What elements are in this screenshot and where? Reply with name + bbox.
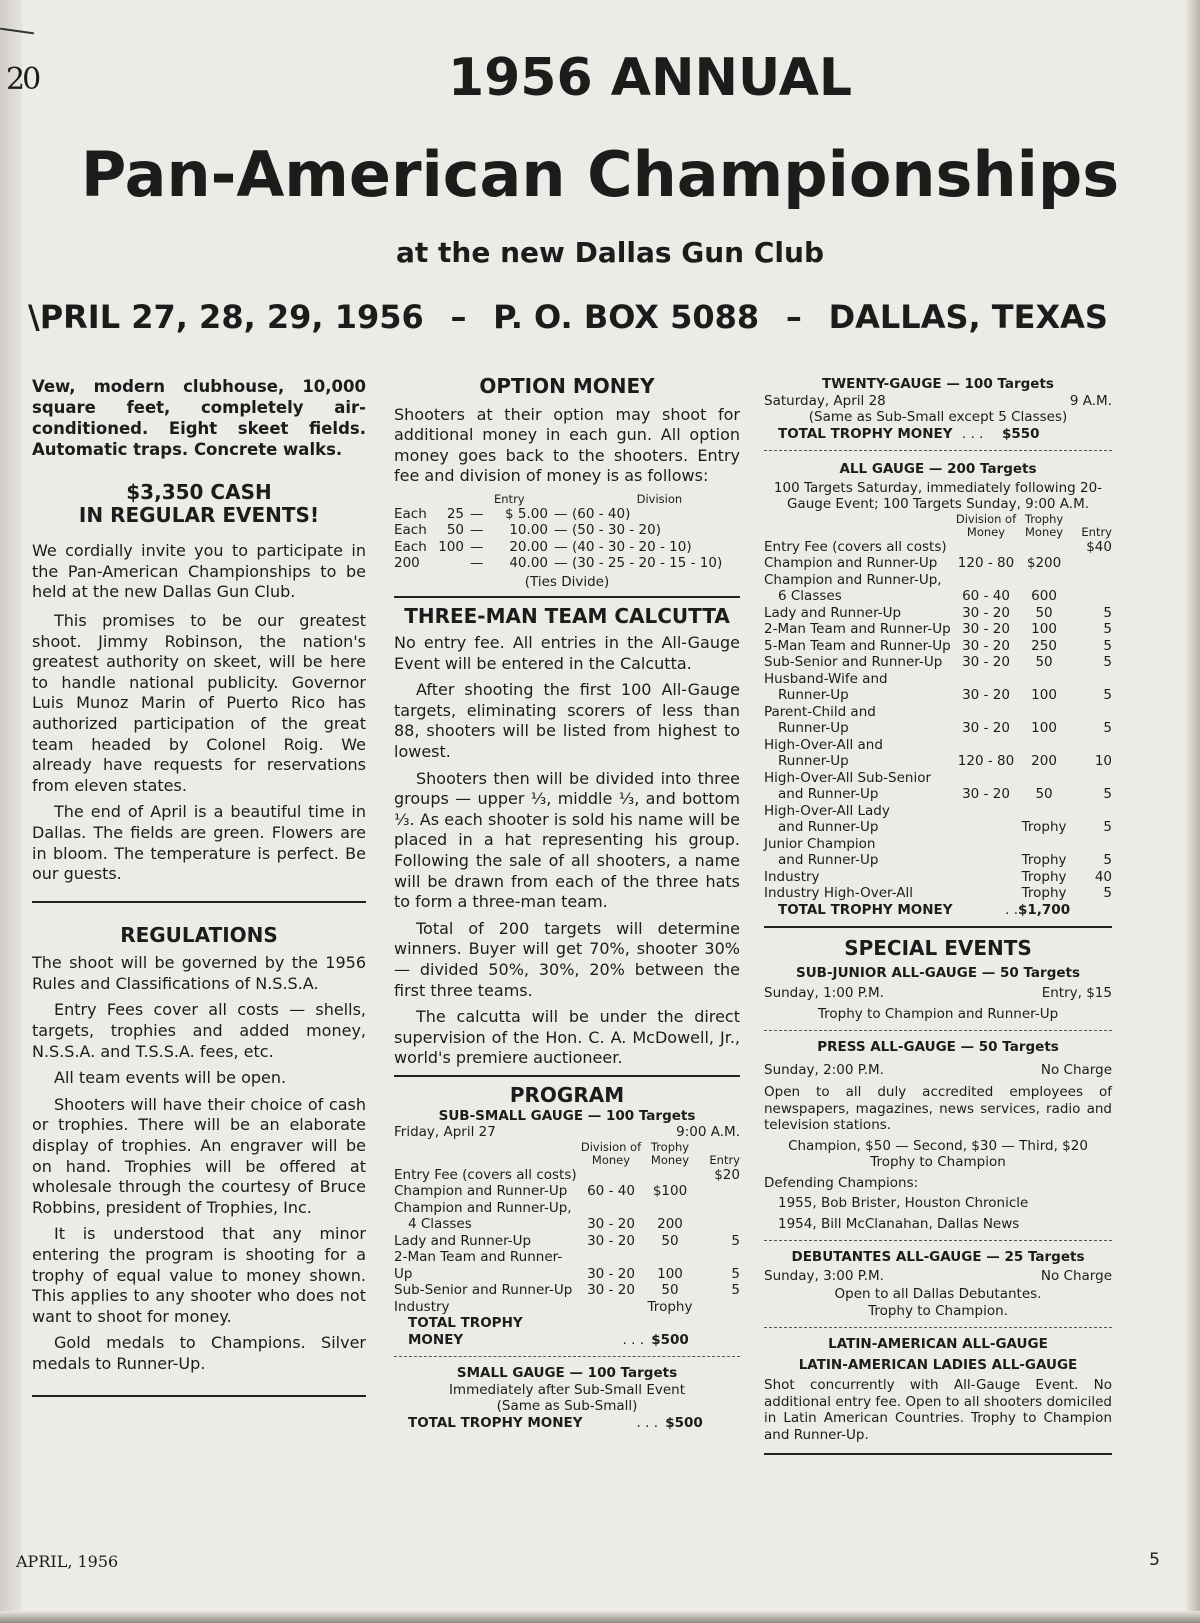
all-gauge-trophy: 200: [1031, 753, 1057, 769]
option-cell: 200: [394, 555, 420, 572]
subsmall-day: Friday, April 27: [394, 1124, 496, 1141]
all-gauge-entry: [1070, 770, 1112, 787]
subsmall-schedule: [394, 1124, 740, 1141]
subsmall-row: [394, 1299, 740, 1316]
all-gauge-division: 60 - 40: [962, 588, 1010, 604]
april-paragraph: The end of April is a beautiful time in Dallas. The fields are green. Flowers are in bloom. The temperature is perfect. Be our guests.: [32, 802, 366, 884]
subsmall-time: 9:00 A.M.: [676, 1124, 740, 1141]
reg-medals: Gold medals to Champions. Silver medals to Runner-Up.: [32, 1333, 366, 1373]
debutantes-line2: Trophy to Champion.: [868, 1302, 1008, 1319]
all-gauge-trophy: 100: [1031, 687, 1057, 703]
reg-fees: Entry Fees cover all costs — shells, targets, trophies and added money, N.S.S.A. and T.S.S.A. fees, etc.: [32, 1000, 366, 1061]
option-cell: 25: [446, 505, 464, 522]
all-gauge-trophy: [1018, 770, 1070, 787]
middle-column: [394, 376, 740, 1431]
all-gauge-entry: 5: [1103, 621, 1112, 637]
section-rule: [764, 1453, 1112, 1455]
all-gauge-row: [764, 836, 1112, 853]
dashed-rule: [394, 1356, 740, 1357]
subsmall-division: 30 - 20: [587, 1232, 635, 1249]
option-cell: —: [470, 538, 484, 555]
option-row: [394, 555, 740, 572]
sub-junior-heading: SUB-JUNIOR ALL-GAUGE — 50 Targets: [795, 964, 1081, 981]
all-gauge-row: [764, 654, 1112, 671]
all-gauge-entry: $40: [1086, 538, 1112, 555]
all-gauge-division: [954, 803, 1018, 820]
program-heading: PROGRAM: [509, 1082, 625, 1107]
subsmall-trophy: Trophy: [647, 1298, 693, 1315]
subsmall-division: 30 - 20: [587, 1216, 635, 1233]
press-schedule: [764, 1062, 1112, 1079]
reg-minor: It is understood that any minor entering the program is shooting for a trophy of equal value to money shown. This applies to any shooter who does not want to shoot for money.: [32, 1224, 366, 1326]
page-bottom-shadow: [0, 1611, 1200, 1623]
option-cell: (40 - 30 - 20 - 10): [572, 538, 692, 555]
sub-junior-schedule: [764, 985, 1112, 1002]
all-gauge-label: Husband-Wife and: [764, 670, 888, 687]
option-cell: Each: [394, 505, 427, 522]
all-gauge-row: [764, 539, 1112, 556]
option-cell: —: [554, 538, 568, 555]
all-gauge-row: [764, 885, 1112, 902]
small-line2: (Same as Sub-Small): [496, 1398, 638, 1415]
all-gauge-entry: 5: [1103, 637, 1112, 654]
dashed-rule: [764, 1327, 1112, 1328]
sub-junior-entry: Entry, $15: [1041, 985, 1112, 1002]
all-gauge-row: [764, 555, 1112, 572]
all-gauge-row: [764, 720, 1112, 737]
all-gauge-division: 120 - 80: [957, 753, 1015, 769]
twenty-gauge-total-row: [764, 426, 1112, 443]
all-gauge-division: [954, 836, 1018, 853]
subsmall-entry: 5: [731, 1232, 740, 1249]
all-gauge-trophy: 600: [1031, 588, 1057, 604]
all-gauge-entry: 5: [1103, 687, 1112, 703]
subsmall-entry: [696, 1216, 740, 1233]
subsmall-division: [578, 1200, 644, 1217]
col-division: Division of Money: [580, 1139, 642, 1167]
sub-junior-day: Sunday, 1:00 P.M.: [764, 985, 884, 1002]
all-gauge-row: [764, 737, 1112, 754]
calcutta-p5: The calcutta will be under the direct supervision of the Hon. C. A. McDowell, Jr., world's premiere auctioneer.: [394, 1007, 740, 1068]
option-row: [394, 539, 740, 556]
subsmall-label: Entry Fee (covers all costs): [394, 1166, 577, 1183]
all-gauge-row: [764, 803, 1112, 820]
all-gauge-entry: 5: [1103, 786, 1112, 802]
cash-heading: $3,350 CASH: [126, 480, 272, 504]
all-gauge-division: [954, 770, 1018, 787]
calcutta-heading: THREE-MAN TEAM CALCUTTA: [404, 604, 730, 629]
subsmall-label: Sub-Senior and Runner-Up: [394, 1282, 573, 1299]
all-gauge-division: [954, 869, 1018, 886]
press-day: Sunday, 2:00 P.M.: [764, 1061, 884, 1078]
all-gauge-label: and Runner-Up: [778, 852, 879, 868]
all-gauge-row: [764, 572, 1112, 589]
all-gauge-label: High-Over-All Lady: [764, 802, 890, 819]
all-gauge-label: High-Over-All and: [764, 736, 883, 753]
subsmall-total: $500: [651, 1331, 689, 1348]
all-gauge-division: 30 - 20: [962, 786, 1010, 802]
dashed-rule: [764, 1030, 1112, 1031]
all-gauge-entry: 5: [1103, 654, 1112, 670]
page-title: Pan-American Championships: [80, 138, 1120, 211]
option-row: [394, 522, 740, 539]
all-gauge-division: 30 - 20: [962, 604, 1010, 621]
all-gauge-label: Parent-Child and: [764, 703, 876, 720]
page-marker: 20: [6, 62, 39, 97]
latin-heading-1: LATIN-AMERICAN ALL-GAUGE: [828, 1336, 1048, 1353]
twenty-gauge-day: Saturday, April 28: [764, 392, 886, 409]
section-rule: [32, 1395, 366, 1397]
debutantes-schedule: [764, 1268, 1112, 1285]
col-trophy: Trophy Money: [650, 1139, 690, 1167]
section-rule: [394, 596, 740, 598]
all-gauge-row: [764, 819, 1112, 836]
dateline-dash: –: [450, 298, 467, 336]
small-total: $500: [665, 1414, 703, 1431]
footer-date: APRIL, 1956: [16, 1552, 119, 1571]
subsmall-total-label: TOTAL TROPHY MONEY: [408, 1315, 523, 1348]
subtitle: at the new Dallas Gun Club: [396, 236, 824, 269]
all-gauge-row: [764, 621, 1112, 638]
col-entry: Entry: [709, 1152, 740, 1167]
all-gauge-row: [764, 638, 1112, 655]
subsmall-table: [394, 1141, 740, 1349]
all-gauge-label: Champion and Runner-Up,: [764, 571, 942, 588]
calcutta-p2: After shooting the first 100 All-Gauge targets, eliminating scorers of less than 88, shooters will be listed from highest to lowest.: [394, 680, 740, 762]
dashed-rule: [764, 1240, 1112, 1241]
special-events-heading: SPECIAL EVENTS: [844, 936, 1032, 960]
all-gauge-entry: [1070, 671, 1112, 688]
all-gauge-label: 6 Classes: [778, 588, 842, 604]
option-cell: —: [470, 555, 484, 572]
subsmall-row: [394, 1216, 740, 1233]
all-gauge-trophy: $200: [1026, 555, 1062, 571]
all-gauge-label: Sub-Senior and Runner-Up: [764, 654, 943, 670]
option-row: [394, 506, 740, 523]
all-gauge-trophy: 50: [1035, 654, 1053, 670]
all-gauge-trophy: [1018, 539, 1070, 556]
subsmall-row: [394, 1183, 740, 1200]
option-cell: 10.00: [509, 522, 548, 539]
option-cell: (30 - 25 - 20 - 15 - 10): [572, 555, 723, 572]
all-gauge-label: and Runner-Up: [778, 786, 879, 802]
all-gauge-trophy: 50: [1035, 786, 1053, 802]
press-prize-2: Trophy to Champion: [870, 1154, 1006, 1171]
all-gauge-note: 100 Targets Saturday, immediately following 20-Gauge Event; 100 Targets Sunday, 9:00 A.M.: [773, 479, 1103, 512]
all-gauge-trophy: Trophy: [1021, 868, 1067, 885]
option-heading: OPTION MONEY: [479, 374, 655, 398]
all-gauge-entry: 40: [1094, 868, 1112, 885]
section-rule: [394, 1075, 740, 1077]
subsmall-division: 30 - 20: [587, 1265, 635, 1282]
all-gauge-label: Industry: [764, 868, 820, 885]
all-gauge-label: Runner-Up: [778, 753, 849, 769]
small-heading: SMALL GAUGE — 100 Targets: [456, 1365, 678, 1382]
all-gauge-trophy: 250: [1031, 637, 1057, 654]
option-cell: —: [470, 522, 484, 539]
subsmall-label: Champion and Runner-Up,: [394, 1199, 572, 1216]
subsmall-row: [394, 1249, 740, 1282]
page-number: 5: [1149, 1550, 1160, 1570]
intro-paragraph: Vew, modern clubhouse, 10,000 square feet, completely air-conditioned. Eight skeet fields. Automatic traps. Concrete walks.: [32, 377, 366, 459]
calcutta-p1: No entry fee. All entries in the All-Gauge Event will be entered in the Calcutta.: [394, 633, 740, 673]
all-gauge-entry: [1070, 588, 1112, 605]
all-gauge-row: [764, 770, 1112, 787]
section-rule: [764, 926, 1112, 928]
promise-paragraph: This promises to be our greatest shoot. Jimmy Robinson, the nation's greatest authority on skeet, will be here to handle national publicity. Governor Luis Munoz Marin of Puerto Rico has authorized participation of the great team headed by Colonel Roig. We already have requests for reservations from eleven states.: [32, 610, 366, 795]
all-gauge-trophy: 50: [1035, 604, 1053, 621]
press-heading: PRESS ALL-GAUGE — 50 Targets: [817, 1039, 1059, 1056]
all-gauge-entry: [1070, 555, 1112, 572]
left-column: [32, 376, 366, 1403]
option-table: [394, 506, 740, 572]
all-gauge-division: [954, 671, 1018, 688]
latin-heading-2: LATIN-AMERICAN LADIES ALL-GAUGE: [798, 1356, 1078, 1373]
all-gauge-label: Lady and Runner-Up: [764, 604, 902, 621]
twenty-gauge-heading: TWENTY-GAUGE — 100 Targets: [822, 376, 1054, 392]
subsmall-trophy: 100: [657, 1265, 683, 1282]
subsmall-label: Lady and Runner-Up: [394, 1232, 532, 1249]
all-gauge-entry: [1070, 704, 1112, 721]
subsmall-row: [394, 1233, 740, 1250]
subsmall-division: [578, 1299, 644, 1316]
all-gauge-entry: 5: [1103, 852, 1112, 868]
all-gauge-division: 30 - 20: [962, 637, 1010, 654]
subsmall-label: 2-Man Team and Runner-Up: [394, 1249, 563, 1282]
all-gauge-label: and Runner-Up: [778, 819, 879, 835]
subsmall-division: [578, 1167, 644, 1184]
all-gauge-entry: [1070, 836, 1112, 853]
all-gauge-total-label: TOTAL TROPHY MONEY: [778, 901, 953, 918]
small-total-row: [394, 1415, 740, 1432]
option-cell: Each: [394, 538, 427, 555]
debutantes-day: Sunday, 3:00 P.M.: [764, 1267, 884, 1284]
all-gauge-division: [954, 704, 1018, 721]
all-gauge-label: Champion and Runner-Up: [764, 555, 938, 571]
subsmall-label: Industry: [394, 1298, 450, 1315]
twenty-gauge-note: (Same as Sub-Small except 5 Classes): [808, 409, 1068, 425]
all-gauge-division: 30 - 20: [962, 720, 1010, 736]
twenty-gauge-total: $550: [1002, 425, 1040, 442]
option-note: (Ties Divide): [524, 573, 610, 590]
option-cell: —: [554, 505, 568, 522]
all-gauge-division: 30 - 20: [962, 687, 1010, 703]
dateline-box: P. O. BOX 5088: [493, 298, 760, 336]
option-col-division: Division: [636, 491, 683, 506]
all-gauge-entry: [1070, 572, 1112, 589]
right-column: [764, 376, 1112, 1461]
all-gauge-row: [764, 852, 1112, 869]
option-cell: $ 5.00: [505, 505, 548, 522]
dots: . . .: [962, 425, 984, 442]
all-gauge-row: [764, 605, 1112, 622]
twenty-gauge-schedule: [764, 393, 1112, 410]
all-gauge-division: [954, 852, 1018, 869]
dateline-dash: –: [785, 298, 802, 336]
subsmall-trophy: 200: [657, 1216, 683, 1233]
subsmall-division: 60 - 40: [587, 1183, 635, 1200]
subsmall-label: 4 Classes: [408, 1216, 472, 1233]
all-gauge-label: High-Over-All Sub-Senior: [764, 769, 932, 786]
all-gauge-row: [764, 704, 1112, 721]
subsmall-row: [394, 1200, 740, 1217]
option-cell: 40.00: [509, 555, 548, 572]
all-gauge-trophy: Trophy: [1021, 852, 1067, 868]
option-cell: —: [470, 505, 484, 522]
option-cell: Each: [394, 522, 427, 539]
all-gauge-trophy: Trophy: [1021, 885, 1067, 901]
subsmall-division: 30 - 20: [587, 1282, 635, 1299]
all-gauge-trophy: [1018, 836, 1070, 853]
dateline-dates: \PRIL 27, 28, 29, 1956: [28, 298, 424, 336]
subsmall-entry: [696, 1183, 740, 1200]
all-gauge-trophy: [1018, 737, 1070, 754]
option-col-headers: [394, 493, 740, 506]
all-gauge-label: 2-Man Team and Runner-Up: [764, 621, 951, 637]
all-gauge-entry: 5: [1103, 819, 1112, 835]
dots: . . .: [636, 1414, 658, 1431]
all-gauge-trophy: [1018, 572, 1070, 589]
all-gauge-label: Industry High-Over-All: [764, 885, 914, 901]
all-gauge-entry: 5: [1103, 720, 1112, 736]
small-total-label: TOTAL TROPHY MONEY: [408, 1414, 583, 1431]
option-cell: (50 - 30 - 20): [572, 522, 661, 539]
subsmall-trophy: [644, 1167, 696, 1184]
dots: . .: [1005, 901, 1018, 918]
all-gauge-trophy: Trophy: [1021, 819, 1067, 835]
reg-team: All team events will be open.: [54, 1068, 287, 1088]
dashed-rule: [764, 450, 1112, 451]
latin-text: Shot concurrently with All-Gauge Event. No additional entry fee. Open to all shooters domiciled in Latin American Countries. Trophy to Champion and Runner-Up.: [764, 1377, 1112, 1443]
press-prize: Champion, $50 — Second, $30 — Third, $20: [788, 1137, 1088, 1154]
subsmall-trophy: [644, 1200, 696, 1217]
all-gauge-label: Runner-Up: [778, 720, 849, 736]
dateline-city: DALLAS, TEXAS: [828, 298, 1108, 336]
subsmall-entry: 5: [731, 1282, 740, 1299]
all-gauge-division: [954, 885, 1018, 902]
option-cell: (60 - 40): [572, 505, 631, 522]
all-gauge-row: [764, 687, 1112, 704]
subsmall-trophy: 50: [661, 1282, 679, 1299]
all-gauge-division: 120 - 80: [957, 555, 1015, 571]
subsmall-entry: [696, 1299, 740, 1316]
all-gauge-heading: ALL GAUGE — 200 Targets: [839, 461, 1037, 477]
subsmall-entry: [696, 1200, 740, 1217]
all-gauge-entry: 10: [1094, 753, 1112, 769]
subsmall-trophy: 50: [661, 1232, 679, 1249]
subsmall-row: [394, 1282, 740, 1299]
section-rule: [32, 901, 366, 903]
all-gauge-label: Junior Champion: [764, 835, 876, 852]
debutantes-heading: DEBUTANTES ALL-GAUGE — 25 Targets: [791, 1249, 1085, 1266]
option-cell: 20.00: [509, 538, 548, 555]
option-cell: —: [554, 555, 568, 572]
all-gauge-table: [764, 513, 1112, 919]
col-division: Division of Money: [955, 511, 1017, 539]
all-gauge-label: Runner-Up: [778, 687, 849, 703]
small-line1: Immediately after Sub-Small Event: [448, 1381, 686, 1398]
subsmall-entry: 5: [731, 1265, 740, 1282]
reg-trophies: Shooters will have their choice of cash or trophies. There will be an elaborate display of trophies. An engraver will be on hand. Trophies will be offered at wholesale through the courtesy of Bruce Robbins, president of Trophies, Inc.: [32, 1094, 366, 1217]
all-gauge-division: [954, 737, 1018, 754]
option-cell: —: [554, 522, 568, 539]
all-gauge-row: [764, 869, 1112, 886]
all-gauge-division: [954, 572, 1018, 589]
all-gauge-trophy: [1018, 704, 1070, 721]
press-charge: No Charge: [1040, 1061, 1112, 1078]
col-trophy: Trophy Money: [1024, 511, 1064, 539]
regulations-heading: REGULATIONS: [120, 922, 278, 947]
all-gauge-label: Entry Fee (covers all costs): [764, 538, 947, 555]
all-gauge-division: 30 - 20: [962, 621, 1010, 637]
all-gauge-trophy: [1018, 671, 1070, 688]
press-1954: 1954, Bill McClanahan, Dallas News: [778, 1215, 1020, 1232]
all-gauge-trophy: [1018, 803, 1070, 820]
option-cell: 50: [446, 522, 464, 539]
cash-heading-2: IN REGULAR EVENTS!: [78, 502, 320, 527]
twenty-gauge-total-label: TOTAL TROPHY MONEY: [778, 425, 953, 442]
all-gauge-row: [764, 786, 1112, 803]
subsmall-entry: $20: [714, 1166, 740, 1183]
all-gauge-row: [764, 753, 1112, 770]
option-col-entry: Entry: [494, 491, 525, 506]
all-gauge-row: [764, 588, 1112, 605]
dateline: [28, 298, 1108, 336]
all-gauge-trophy: 100: [1031, 621, 1057, 637]
press-1955: 1955, Bob Brister, Houston Chronicle: [778, 1195, 1029, 1212]
subsmall-trophy: $100: [652, 1183, 688, 1200]
calcutta-p3: Shooters then will be divided into three groups — upper ⅓, middle ⅓, and bottom ⅓. As each shooter is sold his name will be placed in a hat representing his group. Following the sale of all shooters, a name will be drawn from each of the three hats to form a three-man team.: [394, 768, 740, 912]
all-gauge-entry: 5: [1103, 604, 1112, 621]
press-text: Open to all duly accredited employees of newspapers, magazines, news services, radio and television stations.: [764, 1084, 1112, 1134]
all-gauge-row: [764, 671, 1112, 688]
sub-junior-note: Trophy to Champion and Runner-Up: [817, 1005, 1059, 1022]
all-gauge-division: [954, 819, 1018, 836]
all-gauge-division: 30 - 20: [962, 654, 1010, 670]
press-defending: Defending Champions:: [764, 1174, 919, 1191]
all-gauge-trophy: 100: [1031, 720, 1057, 736]
reg-rules: The shoot will be governed by the 1956 Rules and Classifications of N.S.S.A.: [32, 953, 366, 993]
invite-paragraph: We cordially invite you to participate in the Pan-American Championships to be held at the new Dallas Gun Club.: [32, 541, 366, 602]
dots: . . .: [622, 1331, 644, 1348]
option-cell: 100: [438, 538, 464, 555]
option-text: Shooters at their option may shoot for additional money in each gun. All option money goes back to the shooters. Entry fee and division of money is as follows:: [394, 404, 740, 486]
all-gauge-entry: [1070, 737, 1112, 754]
all-gauge-total: $1,700: [1018, 901, 1071, 918]
all-gauge-label: 5-Man Team and Runner-Up: [764, 637, 951, 654]
subsmall-row: [394, 1167, 740, 1184]
debutantes-line1: Open to all Dallas Debutantes.: [834, 1286, 1042, 1303]
calcutta-p4: Total of 200 targets will determine winners. Buyer will get 70%, shooter 30% — divided 50%, 30%, 20% between the first three teams.: [394, 918, 740, 1000]
all-gauge-entry: [1070, 803, 1112, 820]
title-year: 1956 ANNUAL: [447, 48, 853, 108]
debutantes-charge: No Charge: [1040, 1267, 1112, 1284]
subsmall-heading: SUB-SMALL GAUGE — 100 Targets: [438, 1107, 696, 1124]
option-cell: [430, 555, 470, 572]
subsmall-label: Champion and Runner-Up: [394, 1183, 568, 1200]
all-gauge-entry: 5: [1103, 885, 1112, 901]
col-entry: Entry: [1081, 524, 1112, 539]
twenty-gauge-time: 9 A.M.: [1069, 392, 1112, 409]
all-gauge-division: [954, 539, 1018, 556]
